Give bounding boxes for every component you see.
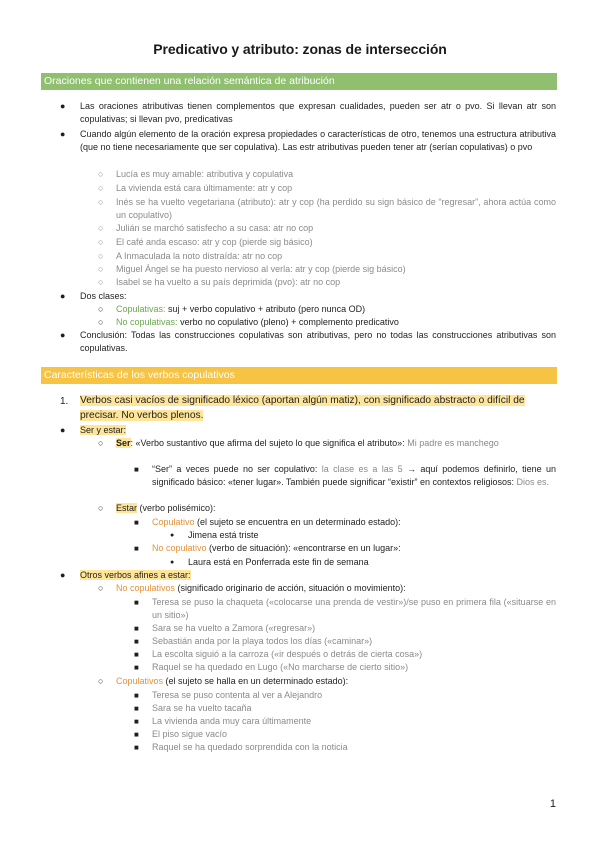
bullet-icon: ● [170, 559, 175, 566]
estar-label: Estar [116, 503, 138, 513]
ser-example: Mi padre es manchego [407, 438, 499, 448]
bullet-icon: ● [60, 291, 66, 301]
square-bullet-icon: ■ [134, 691, 139, 700]
otros-cop-text: (el sujeto se halla en un determinado estado): [163, 676, 349, 686]
clase-no-copulativas [116, 316, 399, 329]
item-verbos-vacios [80, 393, 558, 423]
otros-verbos [80, 569, 191, 582]
square-bullet-icon: ■ [134, 704, 139, 713]
clase-copulativas-label: Copulativas: [116, 304, 166, 314]
estar-copulativo [152, 516, 401, 529]
ser-y-estar [80, 424, 126, 437]
otros-copulativos [116, 675, 348, 688]
item-verbos-vacios-text: Verbos casi vacíos de significado léxico (aportan algún matiz), con significado abstracto o difícil de precisar. No verbos plenos. [80, 395, 525, 421]
ser-note-grey: la clase es a las 5 [321, 464, 403, 474]
example-item: A Inmaculada la noto distraída: atr no cop [116, 251, 283, 261]
clase-copulativas [116, 303, 365, 316]
square-bullet-icon: ■ [134, 717, 139, 726]
ser-def-text: : «Verbo sustantivo que afirma del sujeto lo que significa el atributo»: [130, 438, 405, 448]
otros-cop-example: Raquel se ha quedado sorprendida con la noticia [152, 742, 348, 752]
ser-note-example: Dios es. [516, 477, 550, 487]
otros-cop-example: Sara se ha vuelto tacaña [152, 703, 252, 713]
section-header-verbos-copulativos: Características de los verbos copulativos [41, 367, 557, 384]
ser-note-b: → aquí podemos definirlo, tiene un significado básico: «tener lugar». También puede significar “existir” en contextos religiosos: [152, 464, 556, 487]
ser-note-a: “Ser” a veces puede no ser copulativo: [152, 464, 318, 474]
square-bullet-icon: ■ [134, 663, 139, 672]
ser-note [152, 463, 556, 489]
estar-nocop-label: No copulativo [152, 543, 207, 553]
example-item: La vivienda está cara últimamente: atr y cop [116, 183, 293, 193]
ser-y-estar-label: Ser y estar: [80, 425, 127, 435]
otros-nocop-example: La escolta siguió a la carroza («ir después o detrás de cierta cosa») [152, 649, 423, 659]
bullet-icon: ● [60, 570, 66, 580]
example-item: Isabel se ha vuelto a su país deprimida (pvo): atr no cop [116, 277, 341, 287]
square-bullet-icon: ■ [134, 624, 139, 633]
square-bullet-icon: ■ [134, 465, 139, 474]
page-number: 1 [549, 798, 556, 810]
otros-nocop-example: Sebastián anda por la playa todos los días («caminar») [152, 636, 373, 646]
example-item: Inés se ha vuelto vegetariana (atributo): atr y cop (ha perdido su sign básico de “regresar”, ahora actúa como un copulativo) [116, 197, 556, 220]
example-item: El café anda escaso: atr y cop (pierde sig básico) [116, 237, 313, 247]
paragraph-atributivas: Las oraciones atributivas tienen complementos que expresan cualidades, pueden ser atr o pvo. Si llevan atr son copulativas; si llevan pvo, predicativas [80, 101, 556, 124]
square-bullet-icon: ■ [134, 730, 139, 739]
otros-verbos-label: Otros verbos afines a estar: [80, 570, 191, 580]
square-bullet-icon: ■ [134, 544, 139, 553]
bullet-icon: ● [60, 425, 66, 435]
hollow-bullet-icon: ○ [98, 277, 104, 287]
example-item: Lucía es muy amable: atributiva y copulativa [116, 169, 294, 179]
estar-nocop-text: (verbo de situación): «encontrarse en un lugar»: [206, 543, 401, 553]
otros-nocop-example: Sara se ha vuelto a Zamora («regresar») [152, 623, 316, 633]
clase-no-copulativas-label: No copulativas: [116, 317, 178, 327]
hollow-bullet-icon: ○ [98, 197, 104, 207]
estar-line [116, 502, 216, 515]
otros-no-copulativos [116, 582, 406, 595]
otros-cop-example: Teresa se puso contenta al ver a Alejandro [152, 690, 323, 700]
otros-cop-label: Copulativos [116, 676, 164, 686]
clase-copulativas-text: suj + verbo copulativo + atributo (pero nunca OD) [168, 304, 366, 314]
bullet-icon: ● [170, 532, 175, 539]
hollow-bullet-icon: ○ [98, 317, 104, 327]
otros-nocop-text: (significado originario de acción, situación o movimiento): [175, 583, 406, 593]
ser-label: Ser [116, 438, 131, 448]
hollow-bullet-icon: ○ [98, 438, 104, 448]
section-header-atribucion: Oraciones que contienen una relación semántica de atribución [41, 73, 557, 90]
estar-cop-example: Jimena está triste [188, 530, 259, 540]
hollow-bullet-icon: ○ [98, 223, 104, 233]
square-bullet-icon: ■ [134, 637, 139, 646]
hollow-bullet-icon: ○ [98, 251, 104, 261]
estar-rest: (verbo polisémico): [137, 503, 216, 513]
paragraph-estructura-atributiva: Cuando algún elemento de la oración expresa propiedades o características de otro, tenemos una estructura atributiva (que no tiene necesariamente que ser copulativa). Las estr atributivas pueden tener atr (serían copulativas) o pvo [80, 129, 556, 152]
ser-definition [116, 437, 556, 450]
otros-cop-example: La vivienda anda muy cara últimamente [152, 716, 312, 726]
page-title: Predicativo y atributo: zonas de intersección [153, 41, 447, 57]
hollow-bullet-icon: ○ [98, 676, 104, 686]
hollow-bullet-icon: ○ [98, 264, 104, 274]
square-bullet-icon: ■ [134, 518, 139, 527]
hollow-bullet-icon: ○ [98, 583, 104, 593]
example-item: Julián se marchó satisfecho a su casa: atr no cop [116, 223, 314, 233]
estar-no-copulativo [152, 542, 401, 555]
estar-nocop-example: Laura está en Ponferrada este fin de semana [188, 557, 369, 567]
bullet-icon: ● [60, 101, 66, 111]
conclusion-paragraph: Conclusión: Todas las construcciones copulativas son atributivas, pero no todas las construcciones atributivas son copulativas. [80, 330, 556, 353]
otros-nocop-example: Raquel se ha quedado en Lugo («No marcharse de cierto sitio») [152, 662, 409, 672]
otros-nocop-label: No copulativos [116, 583, 176, 593]
otros-nocop-example: Teresa se puso la chaqueta («colocarse una prenda de vestir»)/se puso en primera fila («situarse en un sitio») [152, 597, 556, 620]
dos-clases-label: Dos clases: [80, 291, 127, 301]
square-bullet-icon: ■ [134, 650, 139, 659]
item-number: 1. [60, 396, 69, 407]
estar-cop-text: (el sujeto se encuentra en un determinado estado): [194, 517, 401, 527]
otros-cop-example: El piso sigue vacío [152, 729, 228, 739]
clase-no-copulativas-text: verbo no copulativo (pleno) + complemento predicativo [180, 317, 399, 327]
hollow-bullet-icon: ○ [98, 237, 104, 247]
hollow-bullet-icon: ○ [98, 503, 104, 513]
estar-cop-label: Copulativo [152, 517, 195, 527]
bullet-icon: ● [60, 129, 66, 139]
square-bullet-icon: ■ [134, 598, 139, 607]
example-item: Miguel Ángel se ha puesto nervioso al verla: atr y cop (pierde sig básico) [116, 264, 406, 274]
hollow-bullet-icon: ○ [98, 169, 104, 179]
square-bullet-icon: ■ [134, 743, 139, 752]
bullet-icon: ● [60, 330, 66, 340]
hollow-bullet-icon: ○ [98, 183, 104, 193]
hollow-bullet-icon: ○ [98, 304, 104, 314]
